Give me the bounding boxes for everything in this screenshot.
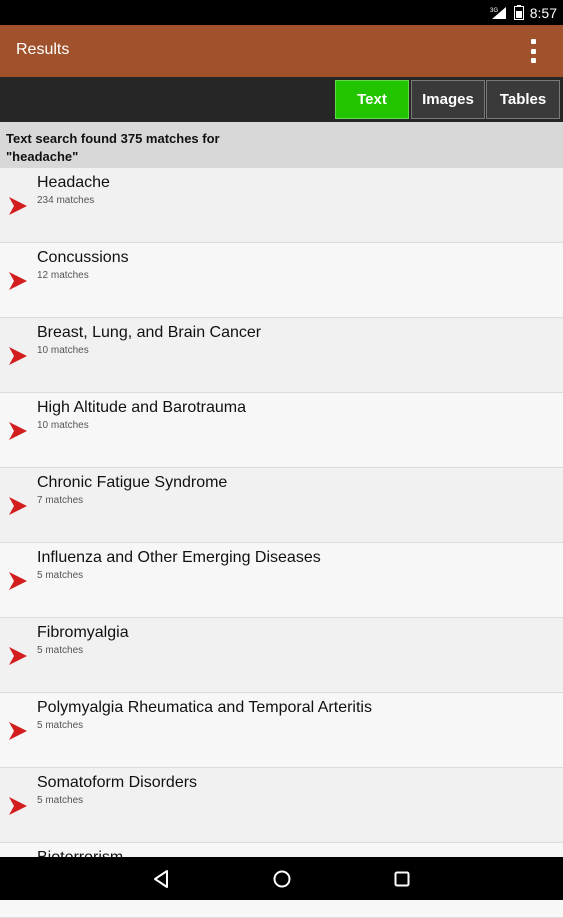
result-item[interactable]: [0, 543, 563, 618]
menu-dot: [531, 39, 536, 44]
summary-query: "headache": [6, 149, 79, 164]
result-item[interactable]: [0, 468, 563, 543]
result-item[interactable]: [0, 243, 563, 318]
tab-text[interactable]: Text: [335, 80, 409, 119]
result-item[interactable]: [0, 318, 563, 393]
result-title: Polymyalgia Rheumatica and Temporal Arteritis: [37, 699, 372, 716]
status-indicators: [490, 0, 557, 25]
overflow-menu-icon[interactable]: [523, 37, 543, 65]
result-item[interactable]: [0, 393, 563, 468]
result-count: 10 matches: [37, 345, 89, 356]
chevron-right-icon: [8, 720, 28, 742]
signal-icon: [490, 6, 508, 20]
chevron-right-icon: [8, 495, 28, 517]
result-count: 234 matches: [37, 195, 95, 206]
result-count: 5 matches: [37, 720, 84, 731]
chevron-right-icon: [8, 270, 28, 292]
menu-dot: [531, 58, 536, 63]
result-title: Chronic Fatigue Syndrome: [37, 474, 228, 491]
search-summary: [0, 122, 563, 168]
result-count: 5 matches: [37, 570, 84, 581]
menu-dot: [531, 49, 536, 54]
result-item[interactable]: [0, 768, 563, 843]
result-title: High Altitude and Barotrauma: [37, 399, 247, 416]
result-title: Concussions: [37, 249, 129, 266]
result-count: 10 matches: [37, 420, 89, 431]
recent-apps-icon[interactable]: [391, 868, 413, 890]
result-title: Fibromyalgia: [37, 624, 129, 641]
app-bar: [0, 25, 563, 77]
result-count: 5 matches: [37, 645, 84, 656]
result-count: 7 matches: [37, 495, 84, 506]
status-bar: [0, 0, 563, 25]
chevron-right-icon: [8, 420, 28, 442]
svg-text:3G: 3G: [489, 7, 498, 14]
chevron-right-icon: [8, 195, 28, 217]
tab-images[interactable]: Images: [411, 80, 485, 119]
result-title: Headache: [37, 174, 110, 191]
navigation-bar: [0, 857, 563, 900]
battery-icon: [514, 5, 524, 20]
result-item[interactable]: [0, 168, 563, 243]
home-icon[interactable]: [271, 868, 293, 890]
result-count: 12 matches: [37, 270, 89, 281]
result-item[interactable]: [0, 693, 563, 768]
result-count: 5 matches: [37, 795, 84, 806]
back-icon[interactable]: [151, 868, 173, 890]
page-title: Results: [16, 41, 70, 58]
tab-bar: [0, 77, 563, 122]
chevron-right-icon: [8, 345, 28, 367]
chevron-right-icon: [8, 795, 28, 817]
tab-tables[interactable]: Tables: [486, 80, 560, 119]
result-title: Somatoform Disorders: [37, 774, 198, 791]
status-time: 8:57: [529, 4, 557, 21]
result-item[interactable]: [0, 618, 563, 693]
result-title: Influenza and Other Emerging Diseases: [37, 549, 321, 566]
result-title: Breast, Lung, and Brain Cancer: [37, 324, 262, 341]
results-list: [0, 168, 563, 857]
chevron-right-icon: [8, 645, 28, 667]
summary-line: Text search found 375 matches for: [6, 131, 220, 146]
chevron-right-icon: [8, 570, 28, 592]
